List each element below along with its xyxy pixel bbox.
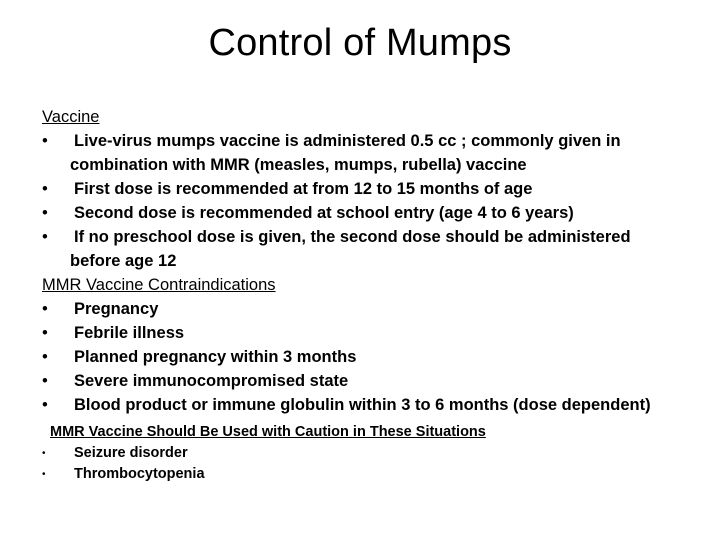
bullet: • [42,469,46,480]
bullet: • [42,132,48,150]
bullet: • [42,180,48,198]
bullet: • [42,228,48,246]
slide-title: Control of Mumps [208,22,512,64]
list-item: • Pregnancy [42,297,682,321]
list-item: • Febrile illness [42,321,682,345]
list-item: • First dose is recommended at from 12 to 15 months of age [42,177,682,201]
slide-content [42,105,682,485]
list-item: • Blood product or immune globulin within 3 to 6 months (dose dependent) [42,393,682,417]
vaccine-list [42,129,682,273]
bullet: • [42,372,48,390]
bullet: • [42,448,46,459]
bullet: • [42,300,48,318]
vaccine-heading: Vaccine [42,108,100,126]
caution-heading: MMR Vaccine Should Be Used with Caution in These Situations [50,424,486,440]
list-item: • Severe immunocompromised state [42,369,682,393]
list-item: • Seizure disorder [42,443,682,464]
list-item: • Thrombocytopenia [42,464,682,485]
bullet: • [42,204,48,222]
list-item: • Planned pregnancy within 3 months [42,345,682,369]
bullet: • [42,396,48,414]
list-item: • Live-virus mumps vaccine is administered 0.5 cc ; commonly given in combination with MMR (measles, mumps, rubella) vaccine [42,129,682,177]
contraindications-heading: MMR Vaccine Contraindications [42,276,276,294]
contraindications-list [42,297,682,417]
bullet: • [42,324,48,342]
list-item: • If no preschool dose is given, the second dose should be administered before age 12 [42,225,682,273]
bullet: • [42,348,48,366]
caution-list [42,443,682,485]
list-item: • Second dose is recommended at school entry (age 4 to 6 years) [42,201,682,225]
